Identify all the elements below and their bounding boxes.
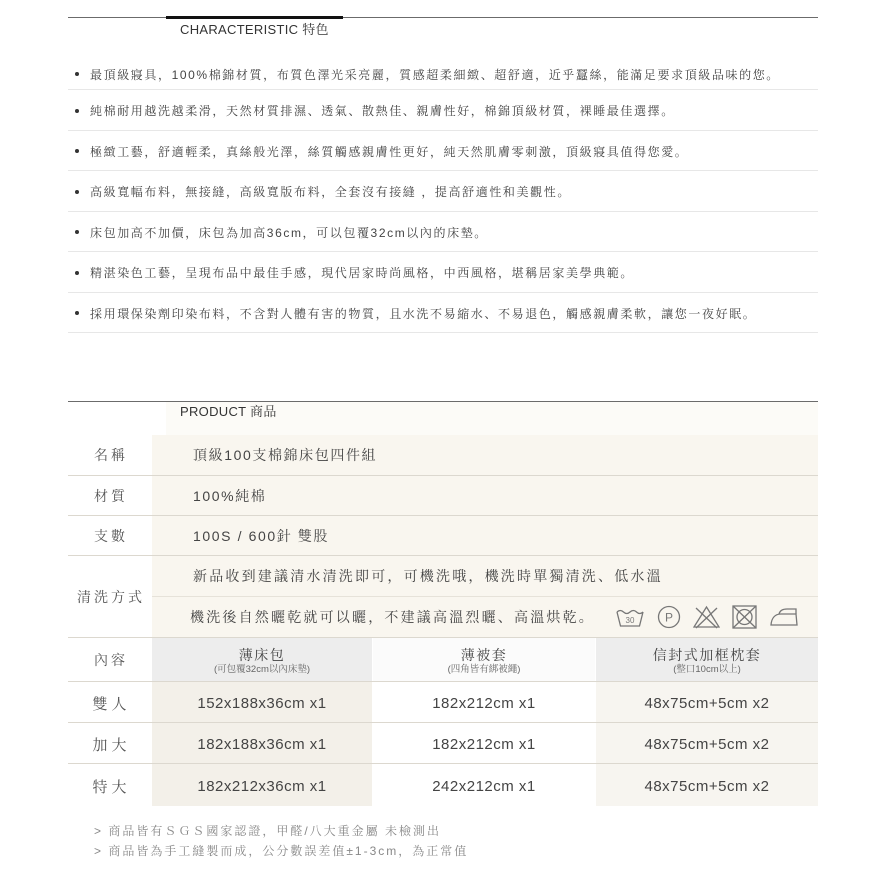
spec-value: 頂級100支棉錦床包四件組 bbox=[152, 435, 818, 475]
size-cell bbox=[152, 682, 372, 722]
contents-title: 薄床包 bbox=[238, 647, 286, 663]
feature-item bbox=[68, 90, 818, 131]
feature-item bbox=[68, 293, 818, 334]
spec-label: 支數 bbox=[94, 527, 128, 544]
size-cell bbox=[596, 723, 818, 763]
product-heading: PRODUCT 商品 bbox=[180, 404, 277, 419]
no-tumble-dry-icon bbox=[732, 605, 757, 629]
spec-row-washing bbox=[68, 556, 818, 638]
size-value: 48x75cm+5cm x2 bbox=[644, 778, 770, 795]
feature-item bbox=[68, 131, 818, 172]
size-cell bbox=[152, 764, 372, 806]
contents-column-header bbox=[373, 638, 595, 681]
bullet-icon bbox=[75, 72, 79, 76]
size-value: 182x212cm x1 bbox=[432, 695, 536, 712]
size-cell bbox=[596, 682, 818, 722]
washing-text: 新品收到建議清水清洗即可，可機洗哦，機洗時單獨清洗、低水溫 bbox=[193, 567, 663, 584]
spec-row-thread-count bbox=[68, 516, 818, 556]
size-value: 48x75cm+5cm x2 bbox=[644, 736, 770, 753]
spec-row-contents bbox=[68, 638, 818, 682]
contents-column-header bbox=[596, 638, 818, 681]
bullet-icon bbox=[75, 230, 79, 234]
spec-value: 100S / 600針 雙股 bbox=[152, 516, 818, 555]
feature-item bbox=[68, 57, 818, 90]
iron-icon bbox=[769, 605, 799, 629]
footnote: > 商品皆為手工縫製而成，公分數誤差值±1-3cm，為正常值 bbox=[94, 844, 469, 858]
size-label: 雙人 bbox=[92, 696, 131, 713]
size-value: 48x75cm+5cm x2 bbox=[644, 695, 770, 712]
section-accent-bar bbox=[166, 16, 343, 19]
size-value: 182x212x36cm x1 bbox=[197, 778, 327, 795]
bullet-icon bbox=[75, 149, 79, 153]
washing-line bbox=[152, 556, 818, 597]
footnotes bbox=[94, 821, 468, 861]
spec-label: 清洗方式 bbox=[77, 588, 145, 605]
wash-temperature-label: 30 bbox=[625, 615, 635, 625]
size-value: 152x188x36cm x1 bbox=[197, 695, 327, 712]
feature-item bbox=[68, 171, 818, 212]
washing-line bbox=[152, 597, 818, 638]
spec-row-name bbox=[68, 435, 818, 476]
characteristic-heading: CHARACTERISTIC 特色 bbox=[180, 22, 329, 37]
spec-label: 內容 bbox=[94, 651, 128, 668]
size-cell bbox=[373, 764, 595, 806]
size-value: 242x212cm x1 bbox=[432, 778, 536, 795]
size-cell bbox=[373, 723, 595, 763]
bullet-icon bbox=[75, 271, 79, 275]
feature-text: 高級寬幅布料，無接縫，高級寬版布料，全套沒有接縫 ，提高舒適性和美觀性。 bbox=[90, 185, 571, 200]
bullet-icon bbox=[75, 109, 79, 113]
feature-text: 採用環保染劑印染布料，不含對人體有害的物質，且水洗不易縮水、不易退色，觸感親膚柔軟，讓您一夜好眠。 bbox=[90, 306, 757, 321]
bullet-icon bbox=[75, 190, 79, 194]
size-cell bbox=[373, 682, 595, 722]
no-bleach-icon bbox=[693, 605, 720, 629]
dry-clean-letter: P bbox=[664, 610, 674, 625]
size-cell bbox=[152, 723, 372, 763]
size-value: 182x212cm x1 bbox=[432, 736, 536, 753]
feature-item bbox=[68, 252, 818, 293]
spec-row-material bbox=[68, 476, 818, 516]
feature-list bbox=[68, 57, 818, 333]
spec-label: 材質 bbox=[94, 487, 128, 504]
feature-text: 極緻工藝，舒適輕柔，真絲般光澤，絲質觸感親膚性更好，純天然肌膚零刺激，頂級寢具值得您愛。 bbox=[90, 144, 689, 159]
washing-text: 機洗後自然曬乾就可以曬，不建議高溫烈曬、高溫烘乾。 bbox=[190, 608, 595, 625]
size-value: 182x188x36cm x1 bbox=[197, 736, 327, 753]
contents-column-header bbox=[152, 638, 372, 681]
size-label: 特大 bbox=[92, 779, 131, 796]
size-row bbox=[68, 682, 818, 723]
feature-text: 床包加高不加價，床包為加高36cm，可以包覆32cm以內的床墊。 bbox=[90, 225, 488, 240]
spec-value: 100%純棉 bbox=[152, 476, 818, 515]
feature-text: 精湛染色工藝，呈現布品中最佳手感，現代居家時尚風格，中西風格，堪稱居家美學典範。 bbox=[90, 266, 635, 281]
size-row bbox=[68, 723, 818, 764]
feature-text: 純棉耐用越洗越柔滑，天然材質排濕、透氣、散熱佳、親膚性好，棉錦頂級材質，裸睡最佳選擇。 bbox=[90, 104, 675, 119]
washing-instructions bbox=[152, 556, 818, 637]
feature-item bbox=[68, 212, 818, 253]
size-row bbox=[68, 764, 818, 806]
bullet-icon bbox=[75, 311, 79, 315]
size-cell bbox=[596, 764, 818, 806]
contents-note: (可包覆32cm以內床墊) bbox=[213, 664, 311, 675]
wash-30-icon bbox=[615, 605, 645, 629]
contents-note: (四角皆有綁被繩) bbox=[447, 664, 521, 675]
contents-title: 薄被套 bbox=[460, 647, 508, 663]
dry-clean-p-icon bbox=[657, 605, 681, 629]
footnote: > 商品皆有ＳＧＳ國家認證，甲醛/八大重金屬 未檢測出 bbox=[94, 824, 442, 838]
contents-title: 信封式加框枕套 bbox=[652, 647, 762, 663]
size-label: 加大 bbox=[92, 737, 131, 754]
care-icons bbox=[615, 605, 799, 629]
spec-label: 名稱 bbox=[94, 447, 128, 463]
feature-text: 最頂級寢具，100%棉錦材質，布質色澤光采亮麗，質感超柔細緻、超舒適，近乎蠶絲，能滿足要求頂級品味的您。 bbox=[90, 67, 780, 82]
contents-note: (整口10cm以上) bbox=[673, 664, 741, 675]
